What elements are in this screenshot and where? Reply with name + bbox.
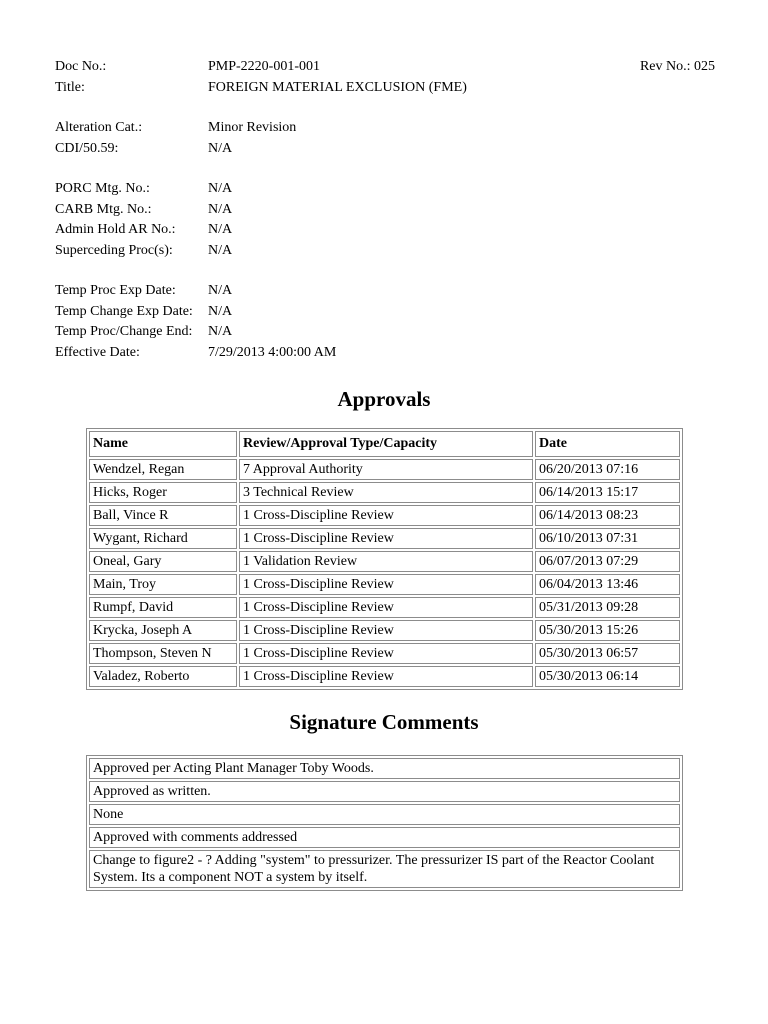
approver-name: Hicks, Roger <box>89 482 237 503</box>
signature-comment: Approved as written. <box>89 781 680 802</box>
approval-type: 3 Technical Review <box>239 482 533 503</box>
signature-comment: Change to figure2 - ? Adding "system" to pressurizer. The pressurizer IS part of the Reactor Coolant System. Its a component NOT a system by itself. <box>89 850 680 888</box>
temp-proc-end-row <box>55 322 715 343</box>
temp-change-exp-row <box>55 302 715 323</box>
cdi-label: CDI/50.59: <box>55 140 119 156</box>
approval-date: 06/20/2013 07:16 <box>535 459 680 480</box>
approver-name: Wendzel, Regan <box>89 459 237 480</box>
approver-name: Rumpf, David <box>89 597 237 618</box>
signature-comment: Approved per Acting Plant Manager Toby Woods. <box>89 758 680 779</box>
approval-date: 06/10/2013 07:31 <box>535 528 680 549</box>
cdi-row <box>55 139 715 160</box>
approval-type: 7 Approval Authority <box>239 459 533 480</box>
approver-name: Oneal, Gary <box>89 551 237 572</box>
approvals-table <box>86 428 683 690</box>
approval-type: 1 Cross-Discipline Review <box>239 574 533 595</box>
approver-name: Krycka, Joseph A <box>89 620 237 641</box>
superceding-label: Superceding Proc(s): <box>55 242 173 258</box>
table-row <box>89 666 680 687</box>
carb-label: CARB Mtg. No.: <box>55 201 152 217</box>
document-metadata <box>55 57 715 363</box>
approver-name: Thompson, Steven N <box>89 643 237 664</box>
approval-date: 06/14/2013 08:23 <box>535 505 680 526</box>
alteration-row <box>55 118 715 139</box>
approval-type: 1 Cross-Discipline Review <box>239 528 533 549</box>
approval-date: 06/04/2013 13:46 <box>535 574 680 595</box>
approval-date: 05/31/2013 09:28 <box>535 597 680 618</box>
carb-row <box>55 200 715 221</box>
approver-name: Ball, Vince R <box>89 505 237 526</box>
signature-comment: None <box>89 804 680 825</box>
signature-comment: Approved with comments addressed <box>89 827 680 848</box>
cdi-value: N/A <box>208 140 233 156</box>
porc-row <box>55 179 715 200</box>
table-row <box>89 643 680 664</box>
spacer <box>55 261 715 281</box>
table-row <box>89 482 680 503</box>
effective-date-row <box>55 343 715 364</box>
admin-hold-row <box>55 220 715 241</box>
approval-type: 1 Cross-Discipline Review <box>239 643 533 664</box>
signature-comments-heading: Signature Comments <box>289 710 479 734</box>
title-label: Title: <box>55 79 85 95</box>
approvals-heading: Approvals <box>337 387 431 411</box>
effective-date-value: 7/29/2013 4:00:00 AM <box>208 344 337 360</box>
approval-date: 06/07/2013 07:29 <box>535 551 680 572</box>
table-row <box>89 758 680 779</box>
doc-no-row <box>55 57 715 78</box>
title-value: FOREIGN MATERIAL EXCLUSION (FME) <box>208 79 467 95</box>
superceding-row <box>55 241 715 262</box>
admin-hold-label: Admin Hold AR No.: <box>55 222 176 237</box>
approver-name: Wygant, Richard <box>89 528 237 549</box>
signature-comments-table <box>86 755 683 891</box>
approval-type: 1 Validation Review <box>239 551 533 572</box>
approval-type: 1 Cross-Discipline Review <box>239 620 533 641</box>
table-row <box>89 528 680 549</box>
alteration-label: Alteration Cat.: <box>55 120 143 135</box>
table-row <box>89 781 680 802</box>
column-header-date: Date <box>535 431 680 457</box>
column-header-name: Name <box>89 431 237 457</box>
approval-date: 05/30/2013 06:14 <box>535 666 680 687</box>
table-row <box>89 505 680 526</box>
porc-label: PORC Mtg. No.: <box>55 181 150 196</box>
spacer <box>55 159 715 179</box>
porc-value: N/A <box>208 181 233 196</box>
temp-change-exp-value: N/A <box>208 303 233 319</box>
effective-date-label: Effective Date: <box>55 344 140 360</box>
temp-proc-exp-row <box>55 281 715 302</box>
temp-change-exp-label: Temp Change Exp Date: <box>55 303 193 319</box>
temp-proc-exp-value: N/A <box>208 283 233 298</box>
carb-value: N/A <box>208 201 233 217</box>
approval-date: 06/14/2013 15:17 <box>535 482 680 503</box>
approval-type: 1 Cross-Discipline Review <box>239 666 533 687</box>
rev-no: Rev No.: 025 <box>639 59 715 74</box>
table-row <box>89 827 680 848</box>
approval-date: 05/30/2013 15:26 <box>535 620 680 641</box>
table-row <box>89 850 680 888</box>
approval-type: 1 Cross-Discipline Review <box>239 505 533 526</box>
table-row <box>89 551 680 572</box>
table-row <box>89 459 680 480</box>
column-header-type: Review/Approval Type/Capacity <box>239 431 533 457</box>
spacer <box>55 98 715 118</box>
temp-proc-end-label: Temp Proc/Change End: <box>55 324 193 339</box>
doc-no-value: PMP-2220-001-001 <box>208 59 321 74</box>
table-row <box>89 597 680 618</box>
table-row <box>89 804 680 825</box>
table-row <box>89 620 680 641</box>
approvals-header-row <box>89 431 680 457</box>
temp-proc-exp-label: Temp Proc Exp Date: <box>55 283 176 298</box>
title-row <box>55 78 715 99</box>
approval-type: 1 Cross-Discipline Review <box>239 597 533 618</box>
table-row <box>89 574 680 595</box>
approver-name: Main, Troy <box>89 574 237 595</box>
superceding-value: N/A <box>208 242 233 258</box>
admin-hold-value: N/A <box>208 222 233 237</box>
doc-no-label: Doc No.: <box>55 59 107 74</box>
approver-name: Valadez, Roberto <box>89 666 237 687</box>
temp-proc-end-value: N/A <box>208 324 233 339</box>
approval-date: 05/30/2013 06:57 <box>535 643 680 664</box>
alteration-value: Minor Revision <box>208 120 297 135</box>
